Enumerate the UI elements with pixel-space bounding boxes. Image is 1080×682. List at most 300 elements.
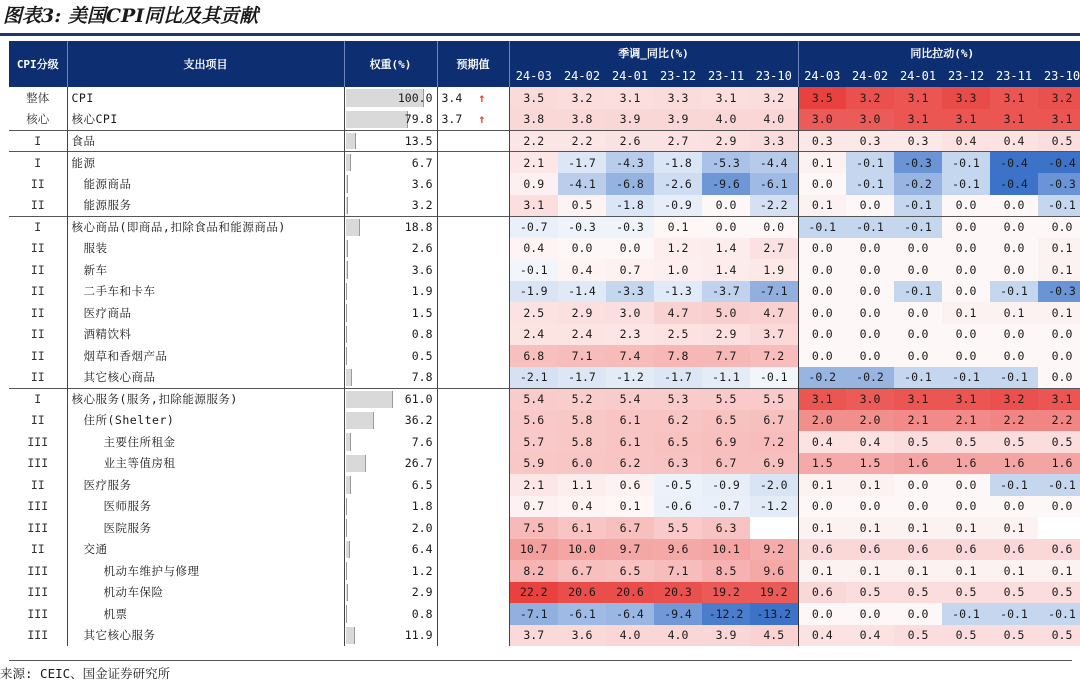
cell-contrib-23-12: 0.0 [942,496,990,518]
cell-contrib-23-12: 0.4 [942,130,990,152]
cell-yoy-23-12: 4.7 [654,302,702,324]
cell-item: 烟草和香烟产品 [67,345,344,367]
cell-contrib-24-01: 0.0 [894,496,942,518]
cell-weight [344,345,437,367]
cell-contrib-23-10: 0.1 [1038,560,1080,582]
cell-contrib-23-11: 0.0 [990,238,1038,260]
cell-yoy-23-10: 4.7 [750,302,798,324]
cell-yoy-24-02: 10.0 [558,539,606,561]
weight-bar [346,240,348,258]
cell-weight [344,152,437,174]
cell-contrib-24-03: 0.4 [798,431,846,453]
table-body [9,87,1080,646]
cell-contrib-23-10: 0.1 [1038,238,1080,260]
table-row [9,560,1080,582]
table-row [9,324,1080,346]
table-row [9,302,1080,324]
cell-yoy-23-10: 3.3 [750,130,798,152]
cell-expected [437,388,509,410]
cell-contrib-24-01: 0.0 [894,345,942,367]
cell-contrib-24-02: 0.1 [846,474,894,496]
cell-item: 核心商品(即商品,扣除食品和能源商品) [67,216,344,238]
cell-yoy-24-03: 3.8 [509,109,558,131]
cell-contrib-23-11: 3.1 [990,87,1038,109]
cell-yoy-24-01: 7.4 [606,345,654,367]
cell-yoy-23-10: -6.1 [750,173,798,195]
cell-yoy-24-01: 6.5 [606,560,654,582]
cell-contrib-24-02: 0.0 [846,259,894,281]
cell-contrib-24-03: 3.1 [798,388,846,410]
cell-yoy-24-03: 0.4 [509,238,558,260]
cell-item: 新车 [67,259,344,281]
cell-contrib-23-11: 3.2 [990,388,1038,410]
cell-yoy-23-10: 19.2 [750,582,798,604]
cell-weight [344,453,437,475]
cell-yoy-23-12: 7.8 [654,345,702,367]
cell-contrib-24-03: -0.1 [798,216,846,238]
cell-yoy-23-11: 8.5 [702,560,750,582]
cell-level: III [27,563,49,578]
cell-contrib-24-03: 0.4 [798,625,846,647]
cell-weight [344,517,437,539]
weight-value: 18.8 [404,220,433,234]
cell-contrib-23-11: -0.1 [990,474,1038,496]
cell-contrib-24-01: 1.6 [894,453,942,475]
cell-level: I [9,216,67,238]
weight-bar [346,562,348,580]
cell-item: 机票 [67,603,344,625]
period-header-contrib-3: 23-12 [942,65,990,87]
weight-value: 6.5 [411,477,433,492]
cell-contrib-24-01: -0.3 [894,152,942,174]
cell-yoy-24-01: 0.0 [606,238,654,260]
cell-yoy-24-02: 0.5 [558,195,606,217]
cell-yoy-23-11: 4.0 [702,109,750,131]
cell-yoy-23-10: 5.5 [750,388,798,410]
cell-yoy-24-03: 0.9 [509,173,558,195]
cell-weight [344,109,437,131]
cell-yoy-24-01: 4.0 [606,625,654,647]
weight-bar [346,584,348,602]
cell-item: 医院服务 [67,517,344,539]
weight-bar [346,412,374,430]
cell-yoy-23-12: 2.5 [654,324,702,346]
cell-yoy-23-10: -2.2 [750,195,798,217]
cell-contrib-24-01: 0.3 [894,130,942,152]
cell-contrib-24-01: 3.1 [894,109,942,131]
period-header-yoy-2: 24-01 [606,65,654,87]
cell-item: 其它核心商品 [67,367,344,389]
cell-yoy-24-03: -1.9 [509,281,558,303]
weight-value: 100.0 [397,90,433,105]
cell-yoy-24-01: -1.2 [606,367,654,389]
cell-item: 主要住所租金 [67,431,344,453]
weight-bar [346,541,351,559]
cell-weight [344,431,437,453]
cell-yoy-23-10: -4.4 [750,152,798,174]
cell-yoy-24-02: -1.7 [558,367,606,389]
cell-yoy-23-11: 0.0 [702,216,750,238]
cell-yoy-23-10: 9.2 [750,539,798,561]
cell-yoy-23-12: 2.7 [654,130,702,152]
weight-bar [346,154,351,171]
cell-contrib-23-12: 0.0 [942,281,990,303]
cell-yoy-24-03: -7.1 [509,603,558,625]
cell-level: III [27,456,49,471]
cell-contrib-23-11: -0.1 [990,603,1038,625]
cell-contrib-24-02: 0.1 [846,517,894,539]
cell-contrib-23-10: 0.0 [1038,367,1080,389]
cell-yoy-23-11: -12.2 [702,603,750,625]
cell-expected [437,281,509,303]
cell-expected [437,87,509,109]
cell-yoy-24-03: 5.7 [509,431,558,453]
cell-yoy-24-03: 2.1 [509,152,558,174]
cell-level: II [30,176,45,191]
cell-yoy-24-01: 0.7 [606,259,654,281]
cell-yoy-24-01: -0.3 [606,216,654,238]
cell-contrib-24-03: 0.1 [798,195,846,217]
cell-yoy-24-01: 2.6 [606,130,654,152]
cell-yoy-24-02: 3.8 [558,109,606,131]
table-row [9,625,1080,647]
cell-contrib-24-03: 1.5 [798,453,846,475]
weight-bar [346,369,352,386]
cell-contrib-24-03: 2.0 [798,410,846,432]
cell-contrib-24-03: 0.0 [798,281,846,303]
cell-expected [437,474,509,496]
cell-contrib-23-10: 0.6 [1038,539,1080,561]
cell-expected [437,431,509,453]
cell-expected [437,539,509,561]
cell-contrib-23-12: -0.1 [942,367,990,389]
weight-bar [346,197,348,214]
cell-yoy-23-12: -9.4 [654,603,702,625]
cell-contrib-24-02: 2.0 [846,410,894,432]
cell-yoy-23-11: 6.3 [702,517,750,539]
cell-yoy-23-11: 1.4 [702,238,750,260]
table-row [9,109,1080,131]
cell-contrib-24-03: 0.0 [798,603,846,625]
cell-yoy-23-11: 6.9 [702,431,750,453]
cell-item: 住所(Shelter) [67,410,344,432]
cell-yoy-24-01: 6.2 [606,453,654,475]
cell-yoy-23-11: 3.9 [702,625,750,647]
weight-value: 1.5 [411,305,433,320]
cell-yoy-23-11: 2.9 [702,324,750,346]
cell-weight [344,474,437,496]
cell-contrib-24-03: -0.2 [798,367,846,389]
weight-value: 3.6 [411,176,433,191]
cell-contrib-23-10: -0.3 [1038,281,1080,303]
period-header-yoy-5: 23-10 [750,65,798,87]
weight-value: 79.8 [404,112,433,126]
cell-expected [437,109,509,131]
cell-contrib-24-01: 0.5 [894,582,942,604]
cell-contrib-23-10: -0.1 [1038,474,1080,496]
cell-item: 核心服务(服务,扣除能源服务) [67,388,344,410]
cell-contrib-23-12: -0.1 [942,173,990,195]
cell-yoy-24-02: 3.2 [558,87,606,109]
cell-yoy-23-10: 1.9 [750,259,798,281]
cell-yoy-24-03: 0.7 [509,496,558,518]
cell-level: II [30,284,45,299]
cell-contrib-23-12: 0.5 [942,431,990,453]
weight-value: 61.0 [404,392,433,406]
table-row [9,152,1080,174]
table-row [9,216,1080,238]
cell-yoy-24-02: 2.2 [558,130,606,152]
cell-contrib-24-02: 0.0 [846,238,894,260]
weight-value: 0.5 [411,348,433,363]
cell-yoy-23-10: -1.2 [750,496,798,518]
cell-weight [344,324,437,346]
expected-value: 3.4 [441,90,463,105]
cell-expected [437,195,509,217]
cell-yoy-24-02: 6.0 [558,453,606,475]
weight-bar [346,133,357,150]
table-row [9,603,1080,625]
table-row [9,496,1080,518]
cell-yoy-23-10 [750,517,798,539]
cell-yoy-23-11: 7.7 [702,345,750,367]
cell-yoy-24-03: -0.1 [509,259,558,281]
table-row [9,281,1080,303]
cell-yoy-24-02: 7.1 [558,345,606,367]
cell-yoy-24-01: 2.3 [606,324,654,346]
cell-yoy-24-02: 6.1 [558,517,606,539]
weight-bar [346,326,348,344]
cell-level: II [30,413,45,428]
period-header-contrib-0: 24-03 [798,65,846,87]
expected-value: 3.7 [441,112,463,126]
cell-yoy-24-03: 22.2 [509,582,558,604]
cell-contrib-23-10: 0.0 [1038,345,1080,367]
cell-contrib-24-01: 0.0 [894,259,942,281]
cell-yoy-23-11: 10.1 [702,539,750,561]
cell-contrib-24-01: 0.0 [894,324,942,346]
cell-yoy-23-11: 19.2 [702,582,750,604]
cell-level: II [30,477,45,492]
cell-yoy-24-03: -2.1 [509,367,558,389]
cell-item: 其它核心服务 [67,625,344,647]
cell-contrib-24-01: 0.0 [894,302,942,324]
cell-yoy-23-11: 2.9 [702,130,750,152]
cell-yoy-23-10: 6.7 [750,410,798,432]
cell-expected [437,560,509,582]
cell-yoy-23-12: 5.3 [654,388,702,410]
cell-level: II [30,542,45,557]
cell-yoy-24-01: 0.1 [606,496,654,518]
weight-bar [346,261,349,279]
cell-item: 医疗商品 [67,302,344,324]
weight-value: 2.9 [411,585,433,600]
cell-level: III [27,585,49,600]
cell-yoy-24-03: 3.5 [509,87,558,109]
cell-contrib-24-03: 0.1 [798,560,846,582]
cell-yoy-23-11: -0.9 [702,474,750,496]
table-row [9,259,1080,281]
cell-contrib-24-02: 3.2 [846,87,894,109]
cell-yoy-24-03: 5.9 [509,453,558,475]
cell-contrib-23-12: 0.1 [942,302,990,324]
cell-yoy-24-02: 0.0 [558,238,606,260]
cell-yoy-24-01: 3.9 [606,109,654,131]
cell-expected [437,603,509,625]
cell-yoy-24-01: -6.4 [606,603,654,625]
cell-expected [437,496,509,518]
weight-value: 36.2 [404,413,433,428]
up-arrow-icon: ↑ [478,90,486,105]
table-row [9,410,1080,432]
cell-contrib-23-11: 0.0 [990,345,1038,367]
cell-contrib-24-01: 0.0 [894,238,942,260]
cell-item: 酒精饮料 [67,324,344,346]
cell-yoy-23-12: 20.3 [654,582,702,604]
cell-yoy-24-02: -4.1 [558,173,606,195]
cell-item: 服装 [67,238,344,260]
cell-contrib-24-03: 0.0 [798,302,846,324]
table-row [9,453,1080,475]
cell-yoy-23-12: -0.6 [654,496,702,518]
cell-yoy-23-11: 5.5 [702,388,750,410]
cell-contrib-24-01: -0.1 [894,281,942,303]
cell-yoy-24-02: 1.1 [558,474,606,496]
cell-expected [437,517,509,539]
cell-weight [344,496,437,518]
cell-weight [344,195,437,217]
cell-yoy-23-12: 6.3 [654,453,702,475]
cell-contrib-23-10: 0.5 [1038,625,1080,647]
cell-yoy-24-02: -0.3 [558,216,606,238]
cell-contrib-24-01: 0.5 [894,431,942,453]
cell-yoy-23-10: -13.2 [750,603,798,625]
cell-yoy-24-02: 3.6 [558,625,606,647]
weight-value: 6.7 [411,155,433,170]
cell-yoy-23-10: -0.1 [750,367,798,389]
cell-yoy-24-02: -6.1 [558,603,606,625]
cell-contrib-24-02: 0.5 [846,582,894,604]
cell-contrib-23-10: 2.2 [1038,410,1080,432]
cell-expected [437,324,509,346]
cell-contrib-24-03: 0.1 [798,474,846,496]
cell-item: CPI [67,87,344,109]
cell-contrib-23-10: 0.1 [1038,302,1080,324]
cell-contrib-23-12: 0.5 [942,582,990,604]
table-row [9,87,1080,109]
cell-expected [437,238,509,260]
cell-yoy-23-10: 7.2 [750,345,798,367]
cell-yoy-24-02: -1.7 [558,152,606,174]
cell-yoy-24-03: 2.5 [509,302,558,324]
cell-contrib-23-12: 0.0 [942,474,990,496]
cell-contrib-23-10: 0.0 [1038,324,1080,346]
period-header-yoy-0: 24-03 [509,65,558,87]
header-contrib: 同比拉动(%) [798,41,1080,65]
cell-expected [437,367,509,389]
cell-contrib-24-02: 0.4 [846,431,894,453]
cell-item: 业主等值房租 [67,453,344,475]
cell-contrib-24-02: 0.3 [846,130,894,152]
cell-contrib-24-01: 0.0 [894,603,942,625]
cell-yoy-24-01: -6.8 [606,173,654,195]
cell-yoy-24-01: 6.1 [606,431,654,453]
period-header-contrib-5: 23-10 [1038,65,1080,87]
cell-yoy-24-02: 0.4 [558,259,606,281]
weight-value: 11.9 [404,628,433,643]
weight-value: 3.6 [411,262,433,277]
weight-value: 0.8 [411,606,433,621]
cell-yoy-23-12: 5.5 [654,517,702,539]
weight-bar [346,627,355,645]
weight-bar [346,498,348,516]
cell-contrib-23-10: 3.1 [1038,388,1080,410]
cell-contrib-23-12: 0.6 [942,539,990,561]
cell-item: 医师服务 [67,496,344,518]
cell-yoy-24-03: 3.7 [509,625,558,647]
weight-bar [346,304,348,322]
cell-expected [437,152,509,174]
cell-contrib-23-10: 0.0 [1038,216,1080,238]
cell-weight [344,367,437,389]
cell-yoy-23-11: -0.7 [702,496,750,518]
cell-weight [344,582,437,604]
header-weight: 权重(%) [344,41,437,87]
cell-yoy-24-03: 2.1 [509,474,558,496]
figure-title: 图表3: 美国CPI同比及其贡献 [3,5,259,27]
cell-contrib-24-01: -0.1 [894,216,942,238]
table-row [9,195,1080,217]
cell-yoy-23-12: 1.2 [654,238,702,260]
cell-item: 机动车维护与修理 [67,560,344,582]
cell-yoy-24-01: -4.3 [606,152,654,174]
cell-yoy-24-01: 6.1 [606,410,654,432]
cell-yoy-24-01: 5.4 [606,388,654,410]
cell-yoy-24-03: 2.2 [509,130,558,152]
cell-yoy-23-12: -1.8 [654,152,702,174]
weight-value: 0.8 [411,327,433,342]
cell-weight [344,388,437,410]
cell-expected [437,302,509,324]
table-row [9,345,1080,367]
cell-contrib-24-02: 0.0 [846,281,894,303]
cell-yoy-24-02: 5.2 [558,388,606,410]
cell-yoy-23-10: -2.0 [750,474,798,496]
cell-yoy-24-02: 2.4 [558,324,606,346]
cell-yoy-23-12: 6.2 [654,410,702,432]
cell-item: 交通 [67,539,344,561]
cell-expected [437,130,509,152]
cell-contrib-23-11: 0.1 [990,302,1038,324]
cell-item: 医疗服务 [67,474,344,496]
cell-yoy-24-01: 3.0 [606,302,654,324]
period-header-contrib-2: 24-01 [894,65,942,87]
cell-expected [437,216,509,238]
cell-contrib-23-12: 0.0 [942,195,990,217]
weight-value: 26.7 [404,456,433,471]
cell-yoy-23-11: -3.7 [702,281,750,303]
weight-value: 1.9 [411,284,433,299]
cell-contrib-23-11: 0.6 [990,539,1038,561]
period-header-yoy-4: 23-11 [702,65,750,87]
cell-contrib-24-02: 1.5 [846,453,894,475]
cell-yoy-24-02: 0.4 [558,496,606,518]
period-header-yoy-3: 23-12 [654,65,702,87]
weight-bar [346,519,348,537]
cell-contrib-24-02: 0.6 [846,539,894,561]
cell-yoy-23-10: 4.5 [750,625,798,647]
cell-yoy-24-02: 20.6 [558,582,606,604]
